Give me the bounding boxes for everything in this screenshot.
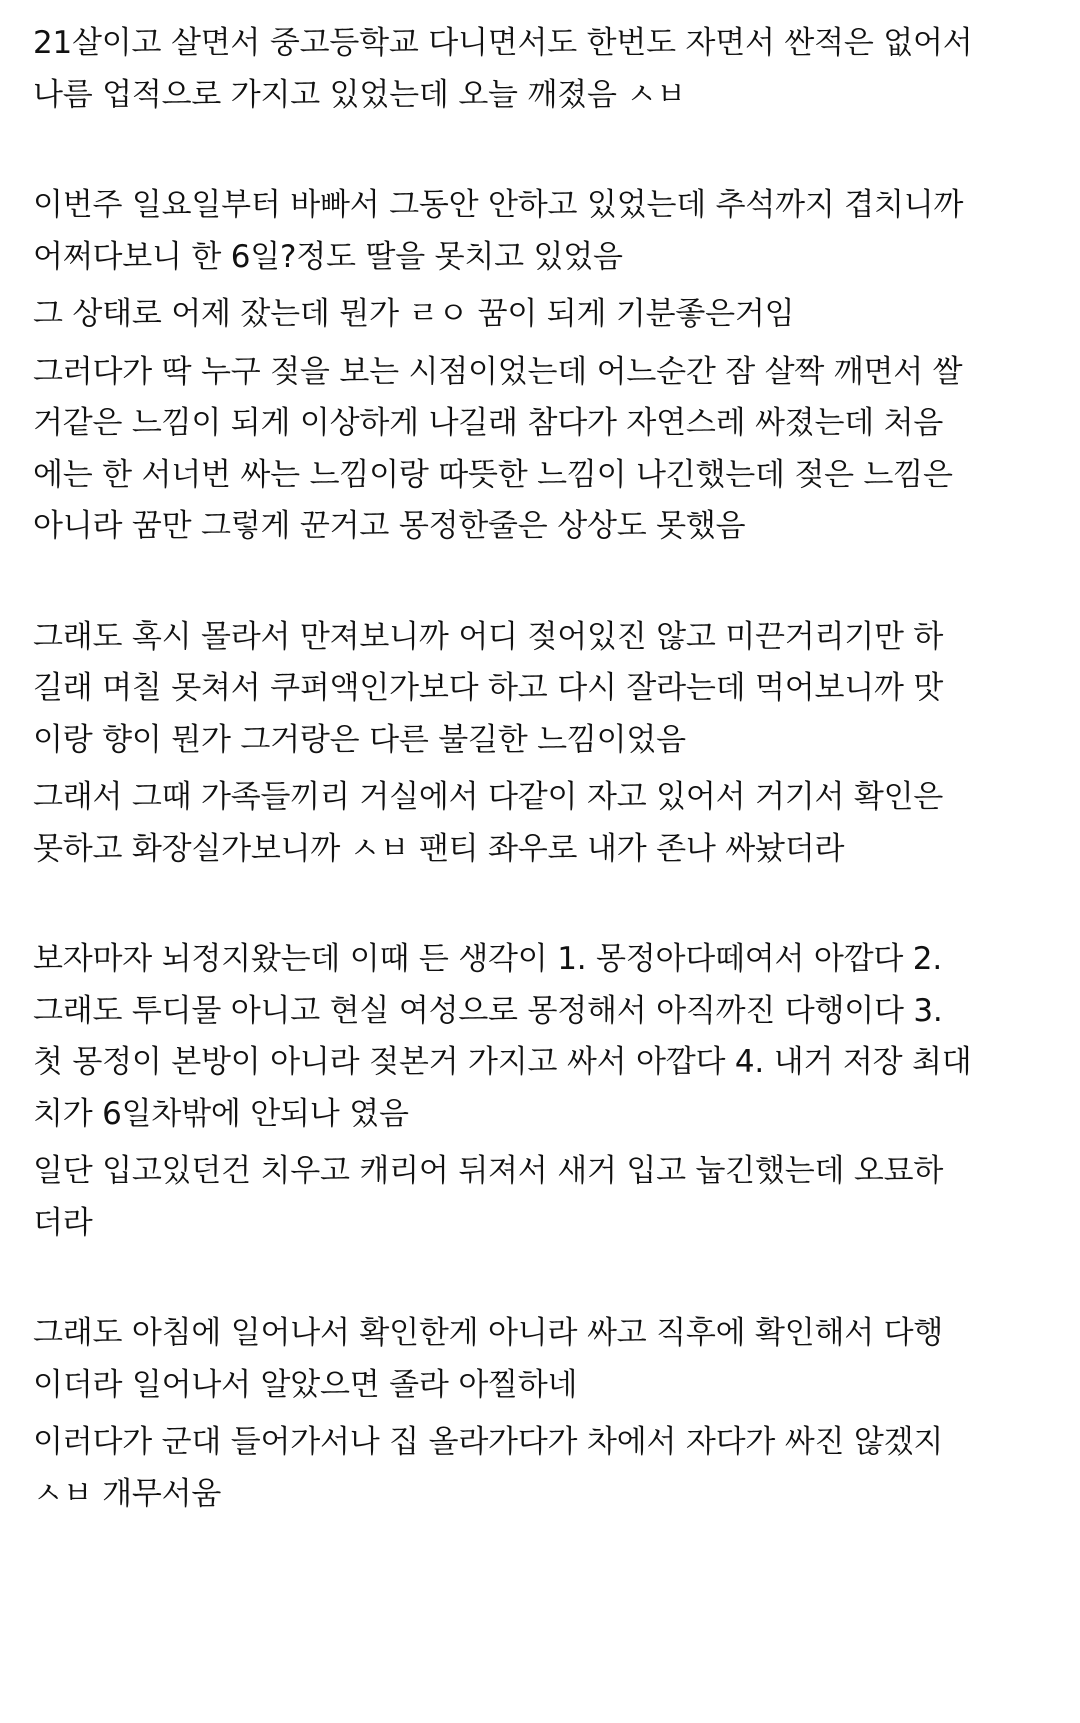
paragraph-6 bbox=[33, 772, 1063, 875]
paragraph-1 bbox=[33, 18, 1063, 121]
post-body bbox=[33, 18, 1063, 1520]
text-line: 이랑 향이 뭔가 그거랑은 다른 불길한 느낌이었음 bbox=[33, 721, 686, 758]
paragraph-3 bbox=[33, 289, 1063, 341]
text-line: ㅅㅂ 개무서움 bbox=[33, 1475, 222, 1512]
text-line: 치가 6일차밖에 안되나 였음 bbox=[33, 1095, 409, 1132]
paragraph-10 bbox=[33, 1417, 1063, 1520]
text-line: 길래 며칠 못쳐서 쿠퍼액인가보다 하고 다시 잘라는데 먹어보니까 맛 bbox=[33, 670, 944, 706]
paragraph-8 bbox=[33, 1146, 1063, 1249]
paragraph-spacer bbox=[33, 121, 1063, 180]
paragraph-spacer bbox=[33, 875, 1063, 934]
text-line: 못하고 화장실가보니까 ㅅㅂ 팬티 좌우로 내가 존나 싸놨더라 bbox=[33, 830, 845, 867]
text-line: 이번주 일요일부터 바빠서 그동안 안하고 있었는데 추석까지 겹치니까 bbox=[33, 187, 964, 223]
text-line: 어쩌다보니 한 6일?정도 딸을 못치고 있었음 bbox=[33, 238, 623, 275]
text-line: 첫 몽정이 본방이 아니라 젖본거 가지고 싸서 아깝다 4. 내거 저장 최대 bbox=[33, 1044, 972, 1080]
text-line: 그래도 혹시 몰라서 만져보니까 어디 젖어있진 않고 미끈거리기만 하 bbox=[33, 618, 944, 655]
text-line: 이러다가 군대 들어가서나 집 올라가다가 차에서 자다가 싸진 않겠지 bbox=[33, 1424, 944, 1460]
text-line: 그 상태로 어제 잤는데 뭔가 ㄹㅇ 꿈이 되게 기분좋은거임 bbox=[33, 296, 795, 332]
text-line: 그래도 아침에 일어나서 확인한게 아니라 싸고 직후에 확인해서 다행 bbox=[33, 1315, 944, 1351]
paragraph-2 bbox=[33, 180, 1063, 283]
text-line: 그래도 투디물 아니고 현실 여성으로 몽정해서 아직까진 다행이다 3. bbox=[33, 992, 943, 1029]
paragraph-spacer bbox=[33, 553, 1063, 612]
text-line: 에는 한 서너번 싸는 느낌이랑 따뜻한 느낌이 나긴했는데 젖은 느낌은 bbox=[33, 456, 953, 493]
text-line: 보자마자 뇌정지왔는데 이때 든 생각이 1. 몽정아다떼여서 아깝다 2. bbox=[33, 941, 942, 977]
paragraph-5 bbox=[33, 612, 1063, 767]
text-line: 더라 bbox=[33, 1204, 93, 1241]
text-line: 거같은 느낌이 되게 이상하게 나길래 참다가 자연스레 싸졌는데 처음 bbox=[33, 405, 944, 441]
text-line: 그러다가 딱 누구 젖을 보는 시점이었는데 어느순간 잠 살짝 깨면서 쌀 bbox=[33, 353, 963, 390]
text-line: 그래서 그때 가족들끼리 거실에서 다같이 자고 있어서 거기서 확인은 bbox=[33, 779, 944, 815]
paragraph-9 bbox=[33, 1308, 1063, 1411]
paragraph-7 bbox=[33, 934, 1063, 1140]
text-line: 21살이고 살면서 중고등학교 다니면서도 한번도 자면서 싼적은 없어서 bbox=[33, 25, 973, 61]
paragraph-4 bbox=[33, 347, 1063, 553]
text-line: 나름 업적으로 가지고 있었는데 오늘 깨졌음 ㅅㅂ bbox=[33, 76, 686, 113]
paragraph-spacer bbox=[33, 1249, 1063, 1308]
text-line: 이더라 일어나서 알았으면 졸라 아찔하네 bbox=[33, 1366, 578, 1403]
text-line: 아니라 꿈만 그렇게 꾼거고 몽정한줄은 상상도 못했음 bbox=[33, 508, 746, 544]
text-line: 일단 입고있던건 치우고 캐리어 뒤져서 새거 입고 눕긴했는데 오묘하 bbox=[33, 1153, 944, 1189]
